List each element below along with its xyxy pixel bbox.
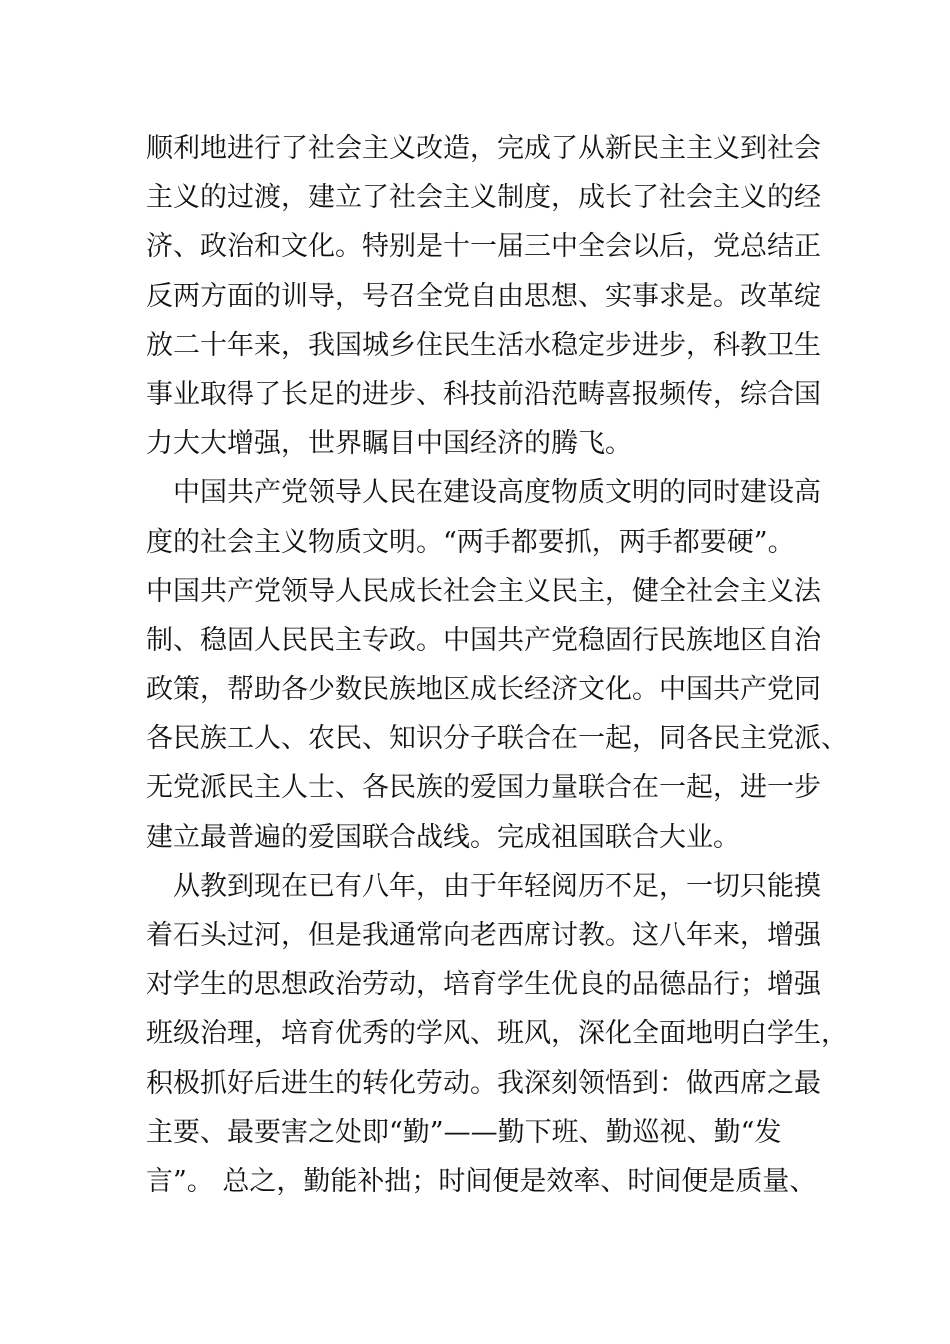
paragraph-1-line-1: 顺利地进行了社会主义改造，完成了从新民主主义到社会 xyxy=(146,133,821,164)
document-body xyxy=(146,124,848,1206)
paragraph-2-line-6: 各民族工人、农民、知识分子联合在一起，同各民主党派、 xyxy=(146,723,848,755)
paragraph-3-line-4: 班级治理，培育优秀的学风、班风，深化全面地明白学生， xyxy=(146,1018,848,1050)
paragraph-1-line-3: 济、政治和文化。特别是十一届三中全会以后，党总结正 xyxy=(146,231,821,263)
paragraph-3-line-2: 着石头过河，但是我通常向老西席讨教。这八年来，增强 xyxy=(146,920,821,951)
paragraph-2-line-8: 建立最普遍的爱国联合战线。完成祖国联合大业。 xyxy=(146,821,740,853)
paragraph-3-line-7: 言”。 总之，勤能补拙；时间便是效率、时间便是质量、 xyxy=(146,1165,817,1197)
paragraph-2-line-5: 政策，帮助各少数民族地区成长经济文化。中国共产党同 xyxy=(146,674,821,706)
paragraph-1-line-7: 力大大增强，世界瞩目中国经济的腾飞。 xyxy=(146,428,632,460)
paragraph-1-line-6: 事业取得了长足的进步、科技前沿范畴喜报频传，综合国 xyxy=(146,378,821,410)
paragraph-2-line-2: 度的社会主义物质文明。“两手都要抓，两手都要硬”。 xyxy=(146,526,795,558)
paragraph-1-line-4: 反两方面的训导，号召全党自由思想、实事求是。改革绽 xyxy=(146,280,821,312)
paragraph-3-line-1: 从教到现在已有八年，由于年轻阅历不足，一切只能摸 xyxy=(173,870,821,902)
paragraph-3-line-3: 对学生的思想政治劳动，培育学生优良的品德品行；增强 xyxy=(146,969,821,1001)
paragraph-1-line-5: 放二十年来，我国城乡住民生活水稳定步进步，科教卫生 xyxy=(146,329,821,361)
paragraph-1-line-2: 主义的过渡，建立了社会主义制度，成长了社会主义的经 xyxy=(146,182,821,214)
paragraph-3-line-5: 积极抓好后进生的转化劳动。我深刻领悟到：做西席之最 xyxy=(146,1067,821,1099)
paragraph-2-line-7: 无党派民主人士、各民族的爱国力量联合在一起，进一步 xyxy=(146,772,821,804)
paragraph-3-line-6: 主要、最要害之处即“勤”——勤下班、勤巡视、勤“发 xyxy=(146,1116,782,1148)
paragraph-2-line-3: 中国共产党领导人民成长社会主义民主，健全社会主义法 xyxy=(146,575,821,607)
paragraph-2-line-4: 制、稳固人民民主专政。中国共产党稳固行民族地区自治 xyxy=(146,624,821,656)
paragraph-2-line-1: 中国共产党领导人民在建设高度物质文明的同时建设高 xyxy=(173,477,821,509)
